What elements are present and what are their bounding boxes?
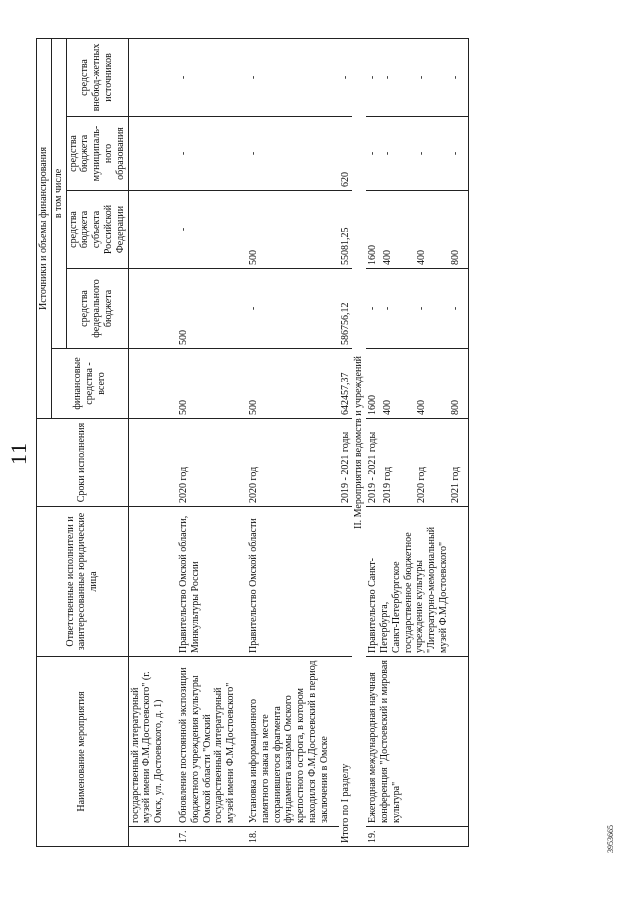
page-number: 11 <box>6 441 31 465</box>
row-federal: - <box>247 268 339 348</box>
total-line: 1600 <box>367 394 379 415</box>
row-regional: 500 <box>247 190 339 268</box>
table-row <box>247 38 339 846</box>
row-municipal: - <box>177 116 247 190</box>
header-deadline: Сроки исполнения <box>37 418 129 506</box>
header-including: в том числе <box>51 38 66 348</box>
responsible-line: "Литературно-мемориальный музей Ф.М.Достоевского" <box>426 526 449 653</box>
deadline-line: 2019 - 2021 годы <box>367 431 379 503</box>
subtotal-row <box>339 38 353 846</box>
extra-line: - <box>449 75 461 80</box>
funding-table <box>36 38 469 847</box>
responsible-line: Санкт-Петербургское государственное бюджетное учреждение культуры <box>390 532 426 653</box>
header-name: Наименование мероприятия <box>37 656 129 846</box>
header-regional: средства бюджета субъекта Российской Федерации <box>66 190 128 268</box>
subtotal-federal: 586756,12 <box>339 268 353 348</box>
regional-line: 400 <box>381 249 393 265</box>
subtotal-total: 642457,37 <box>339 348 353 418</box>
row-extra <box>366 38 469 116</box>
municipal-line: - <box>381 151 393 156</box>
row-deadline <box>128 418 177 506</box>
row-name: Ежегодная международная научная конференция "Достоевский и мировая культура" <box>366 656 469 826</box>
section-row <box>352 38 366 846</box>
row-name: государственный литературный музей имени Ф.М.Достоевского" (г. Омск, ул. Достоевского, д. 1) <box>128 656 177 826</box>
extra-line: - <box>415 75 427 80</box>
row-total <box>366 348 469 418</box>
subtotal-deadline: 2019 - 2021 годы <box>339 418 353 506</box>
federal-line: - <box>367 306 379 311</box>
header-total: финансовые средства - всего <box>51 348 128 418</box>
row-index: 18. <box>247 827 339 847</box>
header-federal: средства федерального бюджета <box>66 268 128 348</box>
row-responsible <box>366 506 469 656</box>
row-total: 500 <box>247 348 339 418</box>
row-regional: - <box>177 190 247 268</box>
total-line: 400 <box>381 399 393 415</box>
regional-line: 800 <box>449 249 461 265</box>
row-deadline: 2020 год <box>247 418 339 506</box>
row-municipal: - <box>247 116 339 190</box>
row-responsible: Правительство Омской области <box>247 506 339 656</box>
regional-line: 1600 <box>367 244 379 265</box>
deadline-line: 2020 год <box>415 466 427 503</box>
deadline-line: 2019 год <box>381 466 393 503</box>
table-row <box>177 38 247 846</box>
row-total: 500 <box>177 348 247 418</box>
regional-line: 400 <box>415 249 427 265</box>
table-row <box>128 38 177 846</box>
footer-stamp: 3953665 <box>606 825 615 853</box>
row-name: Обновление постоянной экспозиции бюджетного учреждения культуры Омской области "Омский государственный литературный музей имени Ф.М.Достоевского" <box>177 656 247 826</box>
section-title: II. Мероприятия ведомств и учреждений <box>352 38 366 846</box>
row-federal <box>366 268 469 348</box>
extra-line: - <box>381 75 393 80</box>
subtotal-label: Итого по I разделу <box>339 656 353 846</box>
row-name: Установка информационного памятного знака на месте сохранившегося фрагмента фундамента казармы Омского крепостного острога, в котором находился Ф.М.Достоевский в период заключения в Омске <box>247 656 339 826</box>
table-row <box>366 38 469 846</box>
extra-line: - <box>367 75 379 80</box>
total-line: 400 <box>415 399 427 415</box>
row-responsible: Правительство Омской области, Минкультуры России <box>177 506 247 656</box>
row-responsible <box>128 506 177 656</box>
subtotal-municipal: 620 <box>339 116 353 190</box>
row-federal: 500 <box>177 268 247 348</box>
subtotal-regional: 55081,25 <box>339 190 353 268</box>
row-extra: - <box>247 38 339 116</box>
subtotal-responsible <box>339 506 353 656</box>
row-regional <box>366 190 469 268</box>
federal-line: - <box>381 306 393 311</box>
row-total <box>128 348 177 418</box>
total-line: 800 <box>449 399 461 415</box>
row-deadline <box>366 418 469 506</box>
header-extra: средства внебюд-жетных источников <box>66 38 128 116</box>
row-municipal <box>366 116 469 190</box>
subtotal-extra: - <box>339 38 353 116</box>
row-extra <box>128 38 177 116</box>
row-federal <box>128 268 177 348</box>
responsible-line: Правительство Санкт-Петербурга, <box>367 558 390 653</box>
municipal-line: - <box>367 151 379 156</box>
municipal-line: - <box>449 151 461 156</box>
header-municipal: средства бюджета муниципаль-ного образования <box>66 116 128 190</box>
municipal-line: - <box>415 151 427 156</box>
row-regional <box>128 190 177 268</box>
row-extra: - <box>177 38 247 116</box>
federal-line: - <box>415 306 427 311</box>
header-responsible: Ответственные исполнители и заинтересованные юридические лица <box>37 506 129 656</box>
federal-line: - <box>449 306 461 311</box>
row-municipal <box>128 116 177 190</box>
row-index: 17. <box>177 827 247 847</box>
row-index <box>128 827 177 847</box>
row-deadline: 2020 год <box>177 418 247 506</box>
row-index: 19. <box>366 827 469 847</box>
header-funding-group: Источники и объемы финансирования <box>37 38 52 418</box>
deadline-line: 2021 год <box>449 466 461 503</box>
